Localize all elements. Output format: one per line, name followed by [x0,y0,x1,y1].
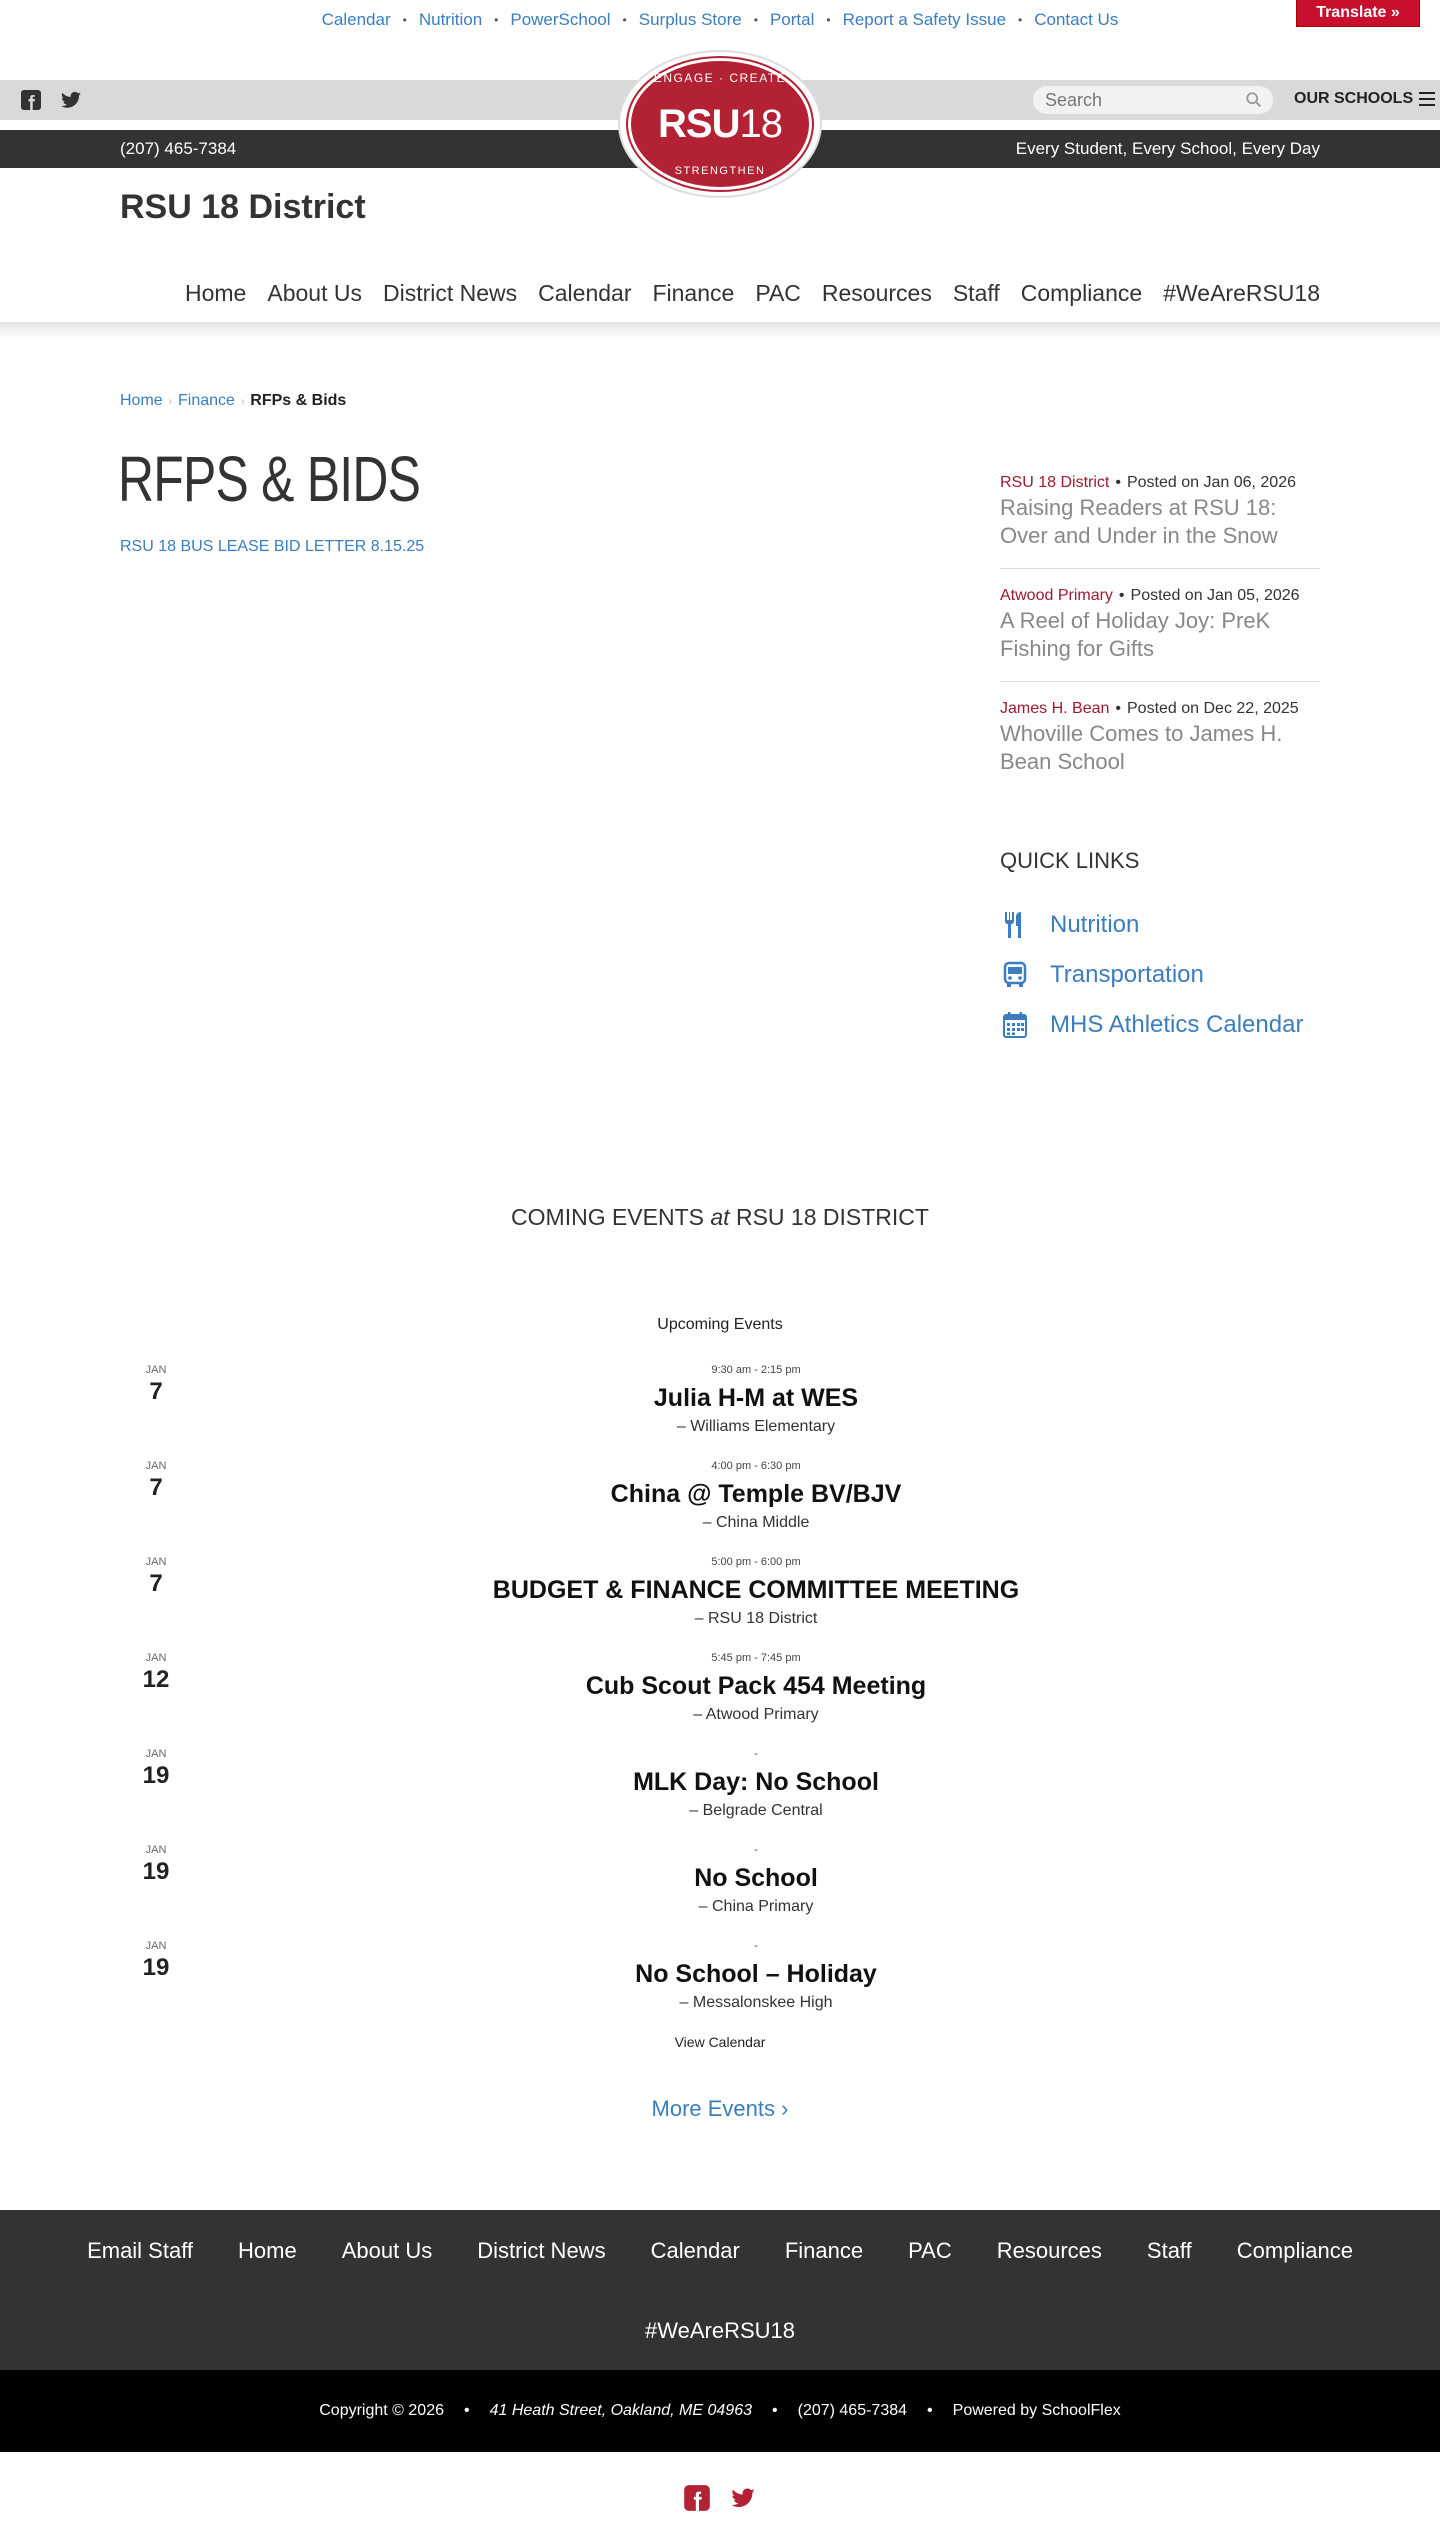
event-title[interactable]: No School [694,1864,818,1892]
chevron-right-icon: › [781,2096,789,2121]
event-time: 4:00 pm - 6:30 pm [711,1460,801,1472]
event-venue: – Messalonskee High [679,1994,833,2011]
calendar-icon [1000,1010,1030,1040]
footer-link-about-us[interactable]: About Us [341,2238,433,2263]
event-day: 7 [149,1570,163,1597]
news-item: Atwood Primary • Posted on Jan 05, 2026 A Reel of Holiday Joy: PreK Fishing for Gifts [1000,587,1320,682]
our-schools-menu[interactable] [1294,90,1435,108]
event-venue: – Williams Elementary [676,1418,836,1435]
header-tagline: Every Student, Every School, Every Day [1015,139,1320,158]
nav-divider [0,322,1440,340]
footer-link-calendar[interactable]: Calendar [650,2238,740,2263]
utility-link-powerschool[interactable]: PowerSchool [510,10,611,29]
event-item [0,1650,1440,1746]
search-icon[interactable] [1245,91,1263,109]
event-item [0,1842,1440,1938]
news-item: RSU 18 District • Posted on Jan 06, 2026 Raising Readers at RSU 18: Over and Under in the Snow [1000,474,1320,569]
facebook-icon[interactable] [19,88,43,112]
nav-calendar[interactable]: Calendar [538,280,632,306]
news-title-link[interactable]: A Reel of Holiday Joy: PreK Fishing for Gifts [1000,608,1271,661]
footer-link-wearersu18[interactable]: #WeAreRSU18 [645,2318,795,2343]
logo-top-text: ENGAGE · CREATE [653,71,787,85]
logo-wordmark: RSU18 [658,101,782,146]
utility-nav: Calendar • Nutrition • PowerSchool • Surplus Store • Portal • Report a Safety Issue • Contact Us [321,10,1119,29]
footer-link-email-staff[interactable]: Email Staff [87,2238,194,2263]
twitter-icon[interactable] [59,88,83,112]
event-item [0,1554,1440,1650]
event-item [0,1458,1440,1554]
news-school-link[interactable]: Atwood Primary [1000,587,1113,604]
coming-events-heading: COMING EVENTS at RSU 18 DISTRICT [511,1204,929,1230]
quick-link-transportation[interactable]: Transportation [1000,950,1303,1000]
utility-link-contact[interactable]: Contact Us [1034,10,1119,29]
quick-link-athletics-calendar[interactable]: MHS Athletics Calendar [1000,1000,1303,1050]
district-logo[interactable] [620,52,820,196]
event-venue: – RSU 18 District [694,1610,818,1627]
event-month: JAN [145,1652,167,1664]
event-month: JAN [145,1460,167,1472]
footer-social [0,2484,1440,2512]
page-title: RFPS & BIDS [118,443,421,515]
event-time: - [754,1940,758,1952]
news-title-link[interactable]: Whoville Comes to James H. Bean School [1000,721,1283,774]
event-title[interactable]: Julia H-M at WES [653,1384,859,1412]
event-title[interactable]: MLK Day: No School [633,1768,879,1796]
nav-finance[interactable]: Finance [652,280,735,306]
event-day: 7 [149,1474,163,1501]
view-calendar-link[interactable]: View Calendar [674,2034,766,2050]
copyright-bar: Copyright © 2026 • 41 Heath Street, Oakland, ME 04963 • (207) 465-7384 • Powered by SchoolFlex [0,2370,1440,2452]
news-date: Posted on Dec 22, 2025 [1127,700,1299,717]
translate-button[interactable]: Translate » [1296,0,1420,27]
hamburger-menu-icon [1419,92,1435,106]
search-input[interactable] [1033,86,1273,114]
footer-link-finance[interactable]: Finance [784,2238,864,2263]
main-nav [164,280,1320,307]
footer-nav [0,2210,1440,2370]
nav-wearersu18[interactable]: #WeAreRSU18 [1163,280,1320,306]
event-item [0,1746,1440,1842]
event-month: JAN [145,1748,167,1760]
bus-icon [1000,960,1030,990]
site-title[interactable]: RSU 18 District [120,188,366,226]
footer-phone: (207) 465-7384 [797,2402,908,2419]
twitter-icon[interactable] [729,2484,757,2512]
breadcrumb-separator: › [240,395,245,407]
event-month: JAN [145,1844,167,1856]
bus-lease-bid-link[interactable]: RSU 18 BUS LEASE BID LETTER 8.15.25 [120,538,425,555]
nav-about-us[interactable]: About Us [267,280,362,306]
quick-links-heading: QUICK LINKS [1000,848,1140,873]
event-time: - [754,1844,758,1856]
utility-link-portal[interactable]: Portal [769,10,815,29]
footer-link-home[interactable]: Home [238,2238,297,2263]
event-item [0,1938,1440,2034]
news-sidebar [1000,474,1320,812]
event-month: JAN [145,1556,167,1568]
event-month: JAN [145,1364,167,1376]
event-time: 5:00 pm - 6:00 pm [711,1556,801,1568]
breadcrumb-finance[interactable]: Finance [178,392,235,409]
event-day: 7 [149,1378,163,1405]
event-month: JAN [145,1940,167,1952]
breadcrumb [120,392,346,410]
our-schools-label: OUR SCHOOLS [1294,90,1414,107]
utensils-icon [1000,910,1030,940]
upcoming-events-label: Upcoming Events [657,1316,783,1333]
nav-compliance[interactable]: Compliance [1020,280,1143,306]
powered-by-link[interactable]: Powered by SchoolFlex [952,2402,1121,2419]
event-venue: – China Primary [698,1898,814,1915]
news-date: Posted on Jan 05, 2026 [1130,587,1300,604]
event-time: 9:30 am - 2:15 pm [711,1364,801,1376]
news-school-link[interactable]: James H. Bean [1000,700,1110,717]
nav-pac[interactable]: PAC [755,280,801,306]
nav-district-news[interactable]: District News [382,280,518,306]
breadcrumb-separator: › [168,395,173,407]
more-events-link[interactable]: More Events › [651,2096,789,2121]
event-day: 19 [142,1762,170,1789]
footer-link-pac[interactable]: PAC [908,2238,952,2263]
facebook-icon[interactable] [683,2484,711,2512]
nav-home[interactable]: Home [185,280,247,306]
news-school-link[interactable]: RSU 18 District [1000,474,1110,491]
news-title-link[interactable]: Raising Readers at RSU 18: Over and Under in the Snow [1000,495,1278,548]
breadcrumb-current: RFPs & Bids [250,392,347,409]
header-phone: (207) 465-7384 [120,139,237,158]
nav-staff[interactable]: Staff [952,280,1000,306]
event-day: 12 [142,1666,170,1693]
event-title[interactable]: Cub Scout Pack 454 Meeting [585,1672,927,1700]
event-title[interactable]: China @ Temple BV/BJV [610,1480,902,1508]
utility-link-surplus-store[interactable]: Surplus Store [638,10,742,29]
footer-address: 41 Heath Street, Oakland, ME 04963 [489,2402,752,2419]
event-day: 19 [142,1858,170,1885]
quick-link-nutrition[interactable]: Nutrition [1000,900,1303,950]
utility-link-safety[interactable]: Report a Safety Issue [842,10,1007,29]
footer-link-resources[interactable]: Resources [996,2238,1102,2263]
breadcrumb-home[interactable]: Home [120,392,163,409]
logo-bottom-text: STRENGTHEN [674,165,766,177]
footer-link-staff[interactable]: Staff [1146,2238,1192,2263]
event-venue: – China Middle [702,1514,810,1531]
event-venue: – Belgrade Central [689,1802,823,1819]
quick-links [1000,900,1303,1050]
news-item: James H. Bean • Posted on Dec 22, 2025 Whoville Comes to James H. Bean School [1000,700,1320,794]
footer-link-district-news[interactable]: District News [477,2238,606,2263]
copyright-text: Copyright © 2026 [319,2402,444,2419]
event-title[interactable]: No School – Holiday [635,1960,877,1988]
utility-link-calendar[interactable]: Calendar [321,10,391,29]
event-time: 5:45 pm - 7:45 pm [711,1652,801,1664]
event-venue: – Atwood Primary [693,1706,819,1723]
utility-link-nutrition[interactable]: Nutrition [418,10,483,29]
news-date: Posted on Jan 06, 2026 [1126,474,1296,491]
footer-link-compliance[interactable]: Compliance [1236,2238,1353,2263]
event-time: - [754,1748,758,1760]
event-title[interactable]: BUDGET & FINANCE COMMITTEE MEETING [492,1576,1020,1604]
event-day: 19 [142,1954,170,1981]
event-item [0,1362,1440,1458]
events-list [0,1362,1440,2034]
nav-resources[interactable]: Resources [821,280,932,306]
